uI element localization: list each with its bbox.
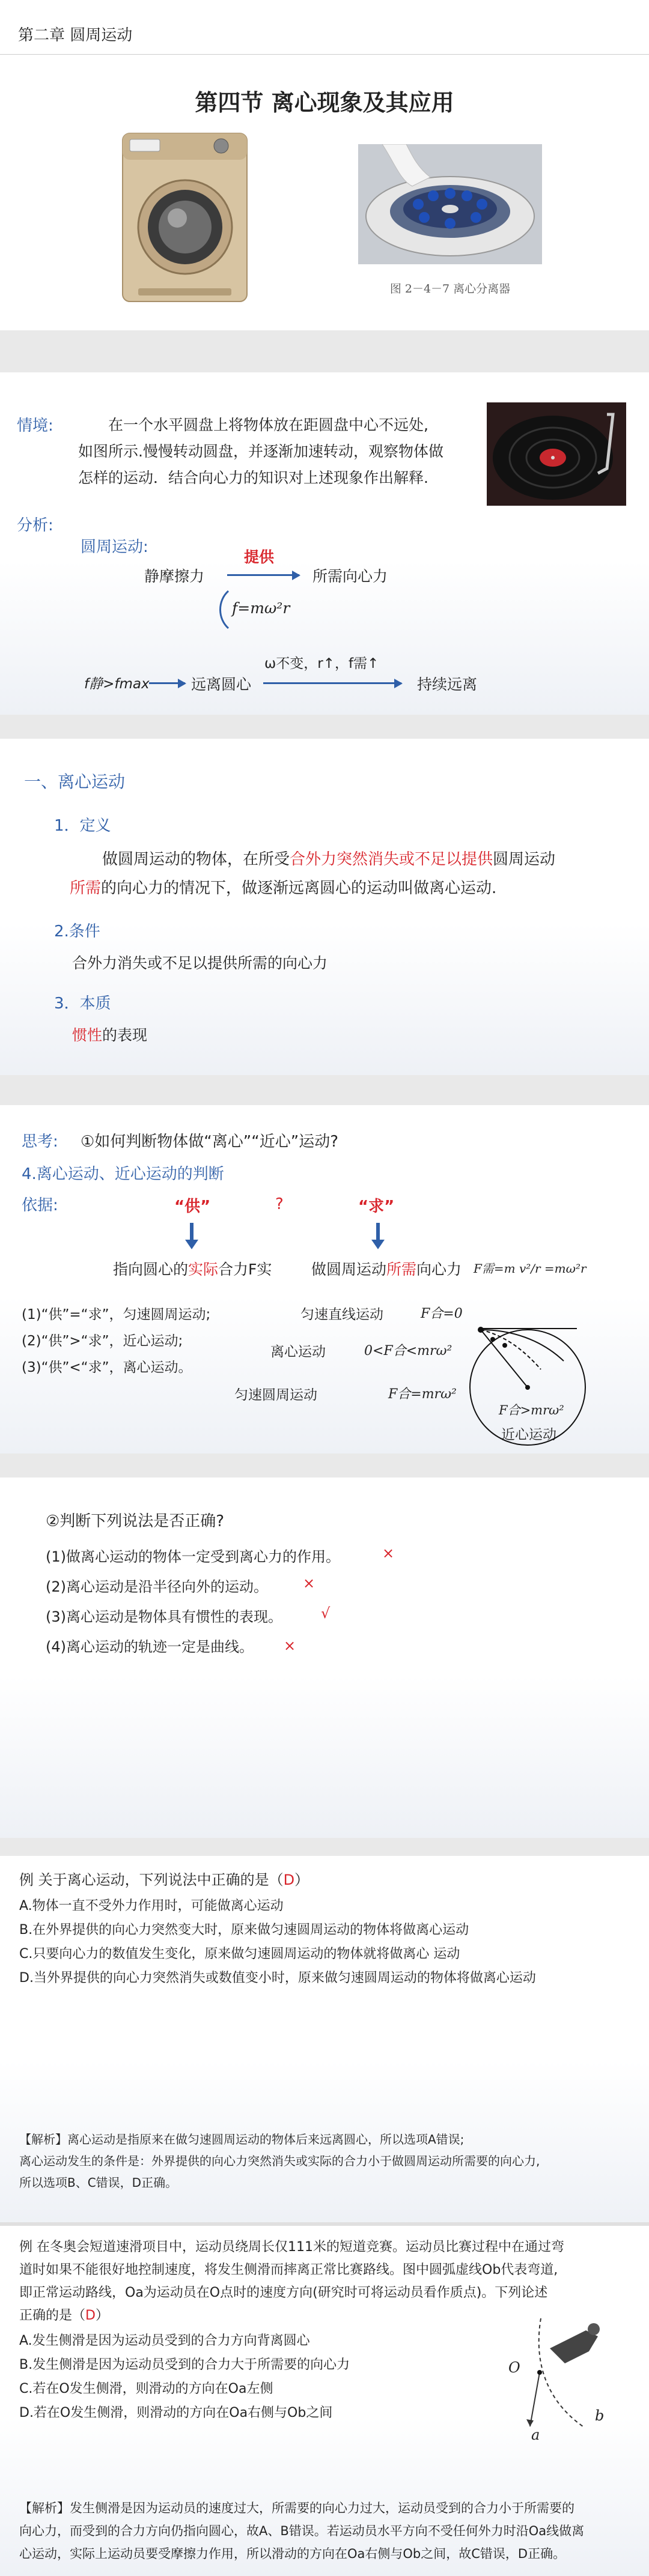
cond-arrow-1 [149,682,185,684]
example-1-question [19,1868,309,1889]
cond-arrow-2 [263,682,401,684]
ex1-option-b: B.在外界提供的向心力突然变大时，原来做匀速圆周运动的物体将做离心运动 [19,1923,469,1938]
centrifuge-photo [358,144,542,264]
range-text: 0<F合<mrω² [364,1344,452,1359]
ex2-analysis-1: 【解析】发生侧滑是因为运动员的速度过大，所需要的向心力过大，运动员受到的合力小于所需要的 [19,2501,574,2515]
slide-title [0,0,649,330]
motion-diagram [457,1303,595,1453]
condition-text: 合外力消失或不足以提供所需的向心力 [72,954,328,972]
actual-pre: 指向圆心的 [113,1261,189,1278]
ex1-option-a: A.物体一直不受外力作用时，可能做离心运动 [19,1899,284,1914]
required-post: 向心力 [416,1261,462,1278]
provide-arrow [227,574,299,576]
ex2-q-post: ） [95,2308,109,2323]
near-motion-text: 近心运动 [501,1427,556,1443]
tf-text-4: (4)离心运动的轨迹一定是曲线。 [46,1638,254,1655]
def-text-a: 做圆周运动的物体，在所受 [102,850,290,868]
ex2-q-line-3: 即正常运动路线，Oa为运动员在O点时的速度方向(研究时可将运动员看作质点)。下列论述 [19,2285,548,2300]
ex1-option-d: D.当外界提供的向心力突然消失或数值变小时，原来做匀速圆周运动的物体将做离心运动 [19,1971,536,1986]
uniform-f-text: F合=mrω² [388,1387,457,1402]
required-force [311,1258,462,1279]
ex1-analysis-2: 离心运动发生的条件是：外界提供的向心力突然消失或实际的合力小于做圆周运动所需要的向心力, [19,2154,540,2168]
ex1-answer: D [283,1871,295,1888]
ex1-analysis-3: 所以选项B、C错误，D正确。 [19,2175,178,2190]
tf-mark-2: × [303,1575,315,1592]
tf-item-4 [46,1635,254,1656]
needed-force-text: 所需向心力 [312,568,388,585]
ex2-q-pre: 正确的是（ [19,2308,86,2323]
definition-line-2 [70,876,496,898]
definition-line-1 [102,847,555,869]
tf-text-3: (3)离心运动是物体具有惯性的表现。 [46,1608,282,1625]
tf-text-1: (1)做离心运动的物体一定受到离心力的作用。 [46,1548,340,1565]
tf-item-1 [46,1545,340,1566]
scene-line-3: 怎样的运动．结合向心力的知识对上述现象作出解释. [78,469,428,486]
def-text-red: 合外力突然消失或不足以提供 [290,850,493,868]
actual-force [113,1258,272,1279]
ex2-q-line-1: 例 在冬奥会短道速滑项目中，运动员绕周长仅111米的短道竞赛。运动员比赛过程中在通过弯 [19,2240,564,2255]
ex1-q-post: ） [294,1871,309,1888]
ex2-option-c: C.若在O发生侧滑，则滑动的方向在Oa左侧 [19,2381,273,2396]
title-rule [0,54,649,55]
tf-item-2 [46,1575,268,1596]
ex2-analysis-2: 向心力，而受到的合力方向仍指向圆心，故A、B错误。若运动员水平方向不受任何外力时沿Oa线做离 [19,2524,585,2538]
tf-mark-3: √ [321,1605,331,1622]
essence-post: 的表现 [102,1026,148,1044]
basis-label: 依据: [22,1196,58,1214]
sub-condition: 2.条件 [54,923,100,941]
slide-scenario [0,372,649,715]
case-1: (1)“供”=“求”，匀速圆周运动; [22,1307,211,1323]
ex2-q-line-4 [19,2305,109,2324]
circular-motion-label: 圆周运动: [81,538,148,556]
ex2-option-b: B.发生侧滑是因为运动员受到的合力大于所需要的向心力 [19,2357,350,2372]
ex1-analysis-1: 【解析】离心运动是指原来在做匀速圆周运动的物体后来远离圆心，所以选项A错误; [19,2132,465,2147]
demand-label: “求” [358,1198,395,1216]
essence-red: 惯性 [72,1026,103,1044]
ex2-option-d: D.若在O发生侧滑，则滑动的方向在Oa右侧与Ob之间 [19,2405,333,2420]
section-heading: 一、离心运动 [24,772,126,792]
tf-text-2: (2)离心运动是沿半径向外的运动。 [46,1578,268,1595]
washing-machine-photo [120,131,249,305]
uniform-text: 匀速圆周运动 [234,1387,317,1403]
question-1: ①如何判断物体做“离心”“近心”运动? [81,1133,338,1151]
scene-line-2: 如图所示.慢慢转动圆盘，并逐渐加速转动，观察物体做 [78,443,443,460]
brace-curve [216,589,233,631]
sub-definition: 1．定义 [54,817,111,835]
turntable-photo [487,402,626,506]
scene-label: 情境: [17,417,53,435]
fig-label-b: b [595,2407,605,2424]
static-friction-text: 静摩擦力 [144,568,205,585]
scene-line-1: 在一个水平圆盘上将物体放在距圆盘中心不远处, [108,416,428,434]
required-pre: 做圆周运动 [311,1261,387,1278]
slide-true-false [0,1477,649,1838]
slide-example-2 [0,2222,649,2576]
fig-label-a: a [531,2426,540,2443]
tf-mark-4: × [284,1637,296,1654]
figure-caption: 图 2－4－7 离心分离器 [389,282,511,295]
chapter-label: 第二章 圆周运动 [18,26,133,44]
tf-mark-1: × [382,1545,395,1562]
analysis-label: 分析: [17,517,53,535]
def-text-c: 的向心力的情况下，做逐渐远离圆心的运动叫做离心运动. [101,879,497,897]
required-red: 所需 [386,1261,417,1278]
def-text-b: 圆周运动 [493,850,556,868]
essence-text [72,1023,147,1045]
demand-arrow [376,1223,380,1241]
ex2-answer: D [85,2308,96,2323]
think-label: 思考: [22,1133,58,1151]
required-formula: F需=m v²/r =mω²r [474,1261,587,1276]
condition-left: f静>fmax [84,676,150,692]
away-motion-text: 远离圆心 [191,676,252,693]
centrifugal-text: 离心运动 [270,1344,326,1360]
case-3: (3)“供”<“求”，离心运动。 [22,1360,192,1375]
greater-text: F合>mrω² [499,1403,564,1417]
cond-arrow-label: ω不变，r↑，f需↑ [264,656,379,671]
actual-post: 合力F实 [218,1261,272,1278]
provide-label: 提供 [244,548,275,566]
slide-divider [0,2222,649,2226]
actual-red: 实际 [188,1261,219,1278]
ex2-analysis-3: 心运动，实际上运动员要受摩擦力作用，所以滑动的方向在Oa右侧与Ob之间，故C错误，D正确。 [19,2547,566,2561]
slide-definition [0,739,649,1075]
sub-essence: 3．本质 [54,995,111,1013]
f-zero-text: F合=0 [421,1306,463,1321]
sub-judgement: 4.离心运动、近心运动的判断 [22,1165,224,1183]
ex2-q-line-2: 道时如果不能很好地控制速度，将发生侧滑而摔离正常比赛路线。图中圆弧虚线Ob代表弯道, [19,2262,558,2277]
ex1-option-c: C.只要向心力的数值发生变化，原来做匀速圆周运动的物体就将做离心 运动 [19,1947,460,1962]
ex1-q-pre: 例 关于离心运动，下列说法中正确的是（ [19,1871,284,1888]
supply-arrow [190,1223,193,1241]
formula-f: f=mω²r [232,599,290,617]
page-title: 第四节 离心现象及其应用 [195,89,454,116]
slide-example-1 [0,1856,649,2228]
case-2: (2)“供”>“求”，近心运动; [22,1333,183,1349]
fig-label-o: O [508,2359,520,2376]
tf-item-3 [46,1605,282,1626]
question-2: ②判断下列说法是否正确? [46,1512,225,1530]
slide-judgement [0,1105,649,1453]
ex2-option-a: A.发生侧滑是因为运动员受到的合力方向背离圆心 [19,2333,310,2348]
supply-label: “供” [174,1198,211,1216]
def-text-red-2: 所需 [70,879,102,897]
line-motion-text: 匀速直线运动 [300,1307,383,1323]
keep-away-text: 持续远离 [417,676,478,693]
question-mark: ? [275,1195,284,1213]
